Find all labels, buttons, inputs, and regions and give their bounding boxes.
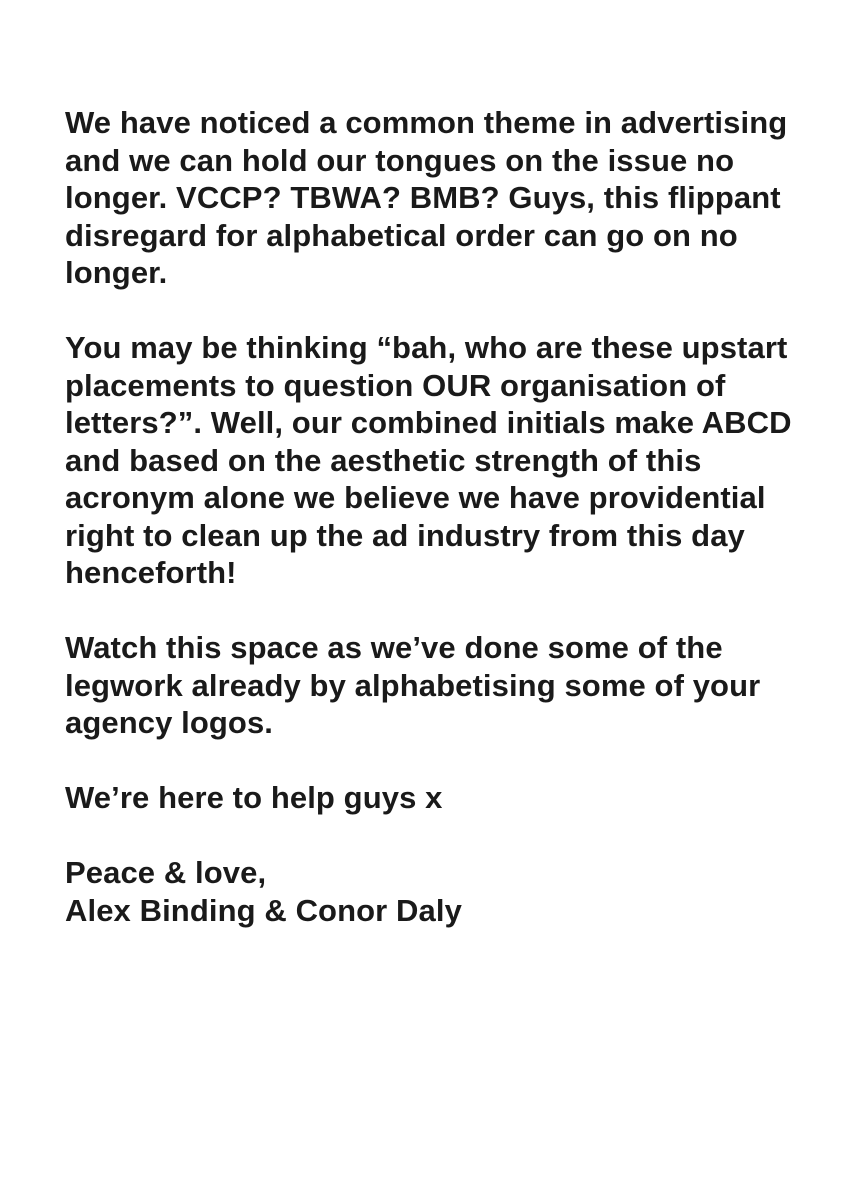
letter-body <box>65 104 825 929</box>
paragraph-help: We’re here to help guys x <box>65 780 443 815</box>
signature-block <box>65 854 825 929</box>
paragraph-intro: We have noticed a common theme in advertising and we can hold our tongues on the issue no longer. VCCP? TBWA? BMB? Guys, this flippant disregard for alphabetical order can go on no longer. <box>65 105 788 290</box>
paragraph-initials: You may be thinking “bah, who are these upstart placements to question OUR organisation of letters?”. Well, our combined initials make ABCD and based on the aesthetic strength of this acronym alone we believe we have providential right to clean up the ad industry from this day henceforth! <box>65 330 792 590</box>
paragraph-watch-this-space: Watch this space as we’ve done some of the legwork already by alphabetising some of your agency logos. <box>65 630 761 740</box>
signature-names: Alex Binding & Conor Daly <box>65 892 462 928</box>
signoff-text: Peace & love, <box>65 855 267 890</box>
